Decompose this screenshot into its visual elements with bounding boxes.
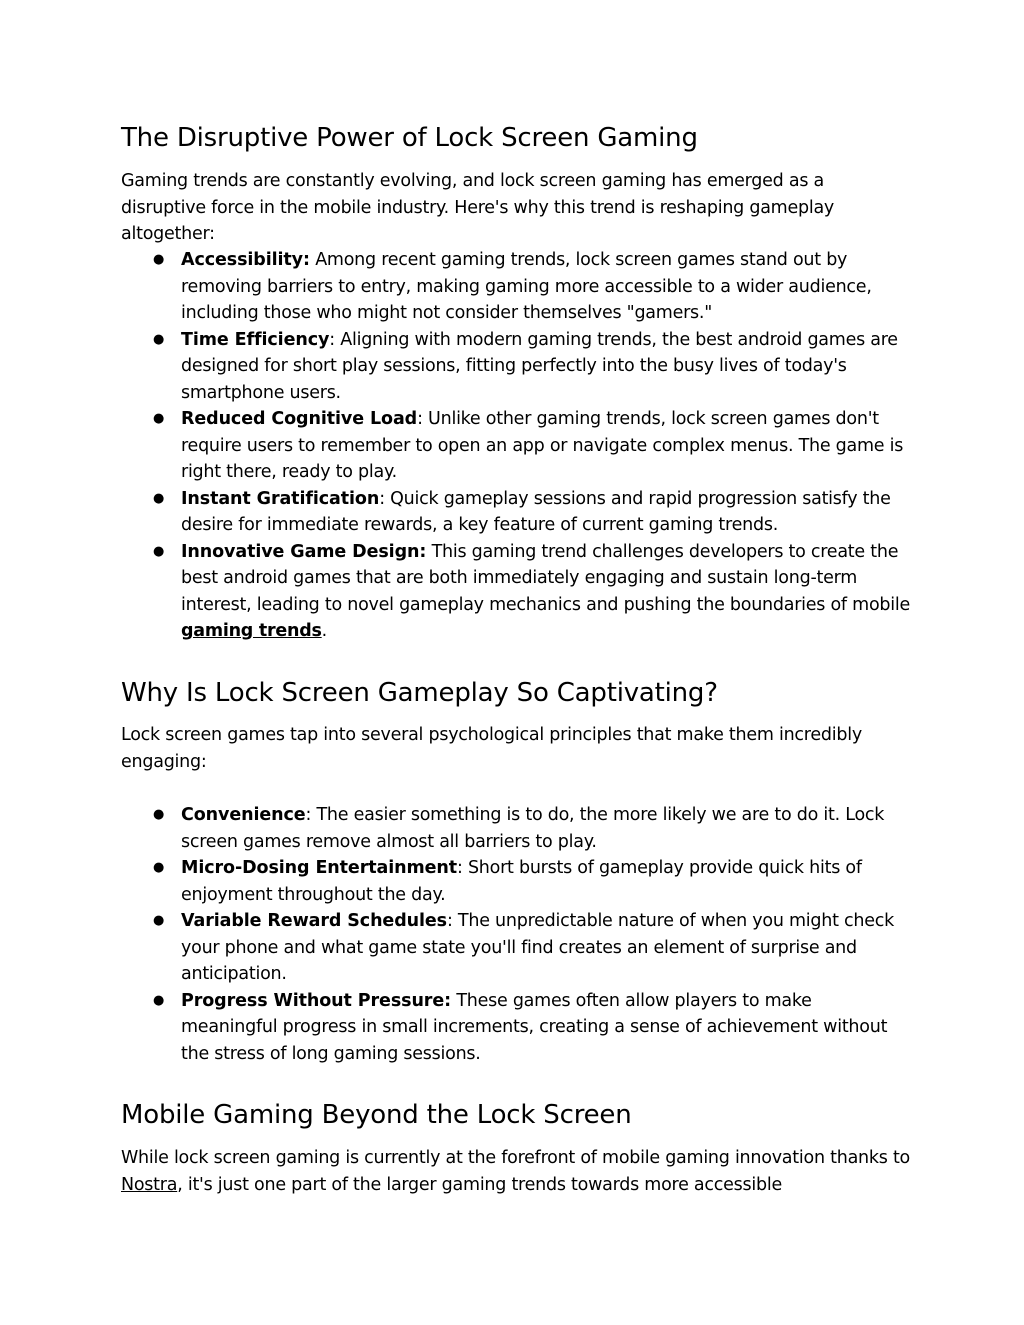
gaming-trends-link[interactable]: gaming trends	[181, 621, 322, 641]
list-item-term: Innovative Game Design:	[181, 541, 427, 562]
intro-text: While lock screen gaming is currently at the forefront of mobile gaming innovation thanks to	[121, 1148, 911, 1168]
section-intro-paragraph: Lock screen games tap into several psychological principles that make them incredibly engaging:	[121, 725, 862, 772]
list-item	[121, 855, 911, 908]
bullet-list-disruptive-power	[121, 247, 911, 645]
list-item-term: Accessibility:	[181, 250, 310, 270]
section-heading-captivating: Why Is Lock Screen Gameplay So Captivating?	[121, 678, 718, 708]
list-item-term: Progress Without Pressure:	[181, 990, 452, 1011]
section-heading-disruptive-power: The Disruptive Power of Lock Screen Gaming	[121, 123, 698, 153]
list-item-text: : Unlike other gaming trends, lock screen games don't require users to remember to open an app or navigate complex menus. The game is right there, ready to play.	[181, 409, 904, 482]
list-item-text: Among recent gaming trends, lock screen games stand out by removing barriers to entry, making gaming more accessible to a wider audience, including those who might not consider themselves "gamers."	[181, 250, 872, 323]
list-item-text: : Quick gameplay sessions and rapid progression satisfy the desire for immediate rewards, a key feature of current gaming trends.	[181, 488, 891, 535]
list-item	[121, 988, 911, 1068]
list-item	[121, 802, 911, 855]
list-item	[121, 247, 911, 327]
bullet-icon: ●	[153, 807, 165, 822]
list-item-term: Convenience	[181, 805, 306, 825]
bullet-icon: ●	[153, 860, 165, 875]
list-item	[121, 486, 911, 539]
bullet-icon: ●	[153, 331, 165, 347]
section-intro-paragraph	[121, 1145, 911, 1198]
bullet-list-captivating	[121, 802, 911, 1067]
list-item-term: Reduced Cognitive Load	[181, 409, 418, 429]
list-item	[121, 908, 911, 988]
list-item-term: Micro-Dosing Entertainment	[181, 858, 457, 878]
list-item	[121, 327, 911, 407]
bullet-icon: ●	[153, 543, 165, 559]
list-item-text: : Short bursts of gameplay provide quick hits of enjoyment throughout the day.	[181, 858, 862, 905]
list-item-text: : The easier something is to do, the more likely we are to do it. Lock screen games remove almost all barriers to play.	[181, 805, 885, 852]
list-item-term: Variable Reward Schedules	[181, 911, 447, 931]
bullet-icon: ●	[153, 411, 165, 426]
nostra-link[interactable]: Nostra	[121, 1174, 178, 1195]
section-heading-beyond-lock-screen: Mobile Gaming Beyond the Lock Screen	[121, 1100, 632, 1130]
list-item	[121, 406, 911, 486]
bullet-icon: ●	[153, 992, 165, 1008]
list-item-term: Time Efficiency	[181, 329, 330, 350]
list-item-text-end: .	[321, 621, 327, 641]
section-intro-paragraph: Gaming trends are constantly evolving, and lock screen gaming has emerged as a disruptive force in the mobile industry. Here's why this trend is reshaping gameplay altogether:	[121, 171, 835, 244]
list-item	[121, 539, 911, 645]
list-item-text: This gaming trend challenges developers to create the best android games that are both immediately engaging and sustain long-term interest, leading to novel gameplay mechanics and pushing the boundaries of mobile	[181, 541, 911, 615]
bullet-icon: ●	[153, 490, 165, 506]
list-item-text: : Aligning with modern gaming trends, the best android games are designed for short play sessions, fitting perfectly into the busy lives of today's smartphone users.	[181, 329, 898, 403]
intro-text-end: , it's just one part of the larger gaming trends towards more accessible	[177, 1174, 782, 1195]
bullet-icon: ●	[153, 252, 165, 267]
list-item-text: These games often allow players to make meaningful progress in small increments, creating a sense of achievement without the stress of long gaming sessions.	[181, 990, 888, 1064]
bullet-icon: ●	[153, 913, 165, 928]
list-item-text: : The unpredictable nature of when you might check your phone and what game state you'll find creates an element of surprise and anticipation.	[181, 911, 895, 984]
list-item-term: Instant Gratification	[181, 488, 380, 509]
